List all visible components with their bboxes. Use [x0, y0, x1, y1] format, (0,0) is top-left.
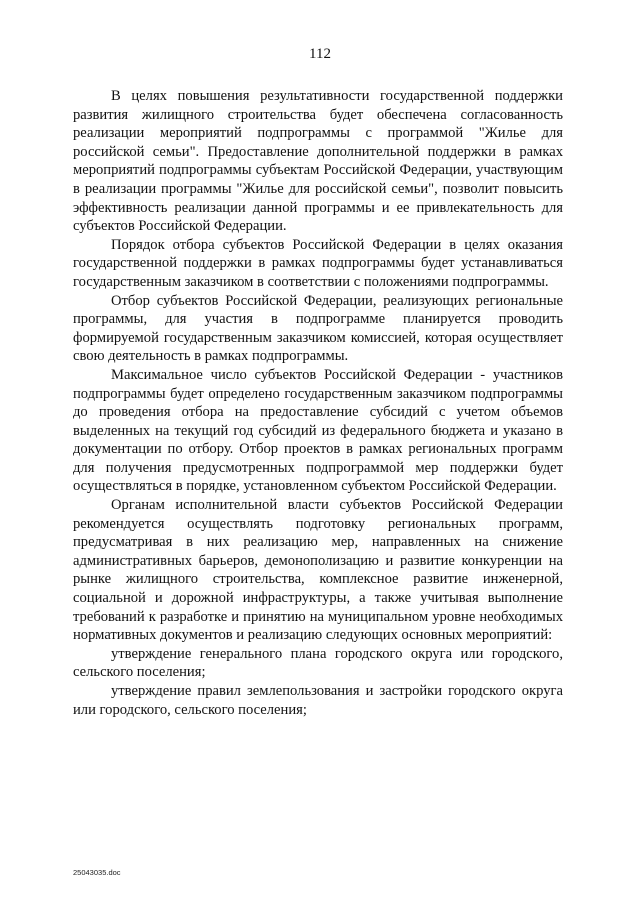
page-number: 112 — [309, 46, 331, 62]
paragraph-recommendations: Органам исполнительной власти субъектов Российской Федерации рекомендуется осуществлять подготовку региональных программ, предусматривая в них реализацию мер, направленных на снижение административных барьеров, демонополизацию и развитие конкуренции на рынке жилищного строительства, комплексное развитие инженерной, социальной и дорожной инфраструктуры, а также учитывая выполнение требований к разработке и принятию на муниципальном уровне необходимых нормативных документов и реализацию следующих основных мероприятий: — [73, 497, 563, 644]
paragraph-selection-commission: Отбор субъектов Российской Федерации, реализующих региональные программы, для участия в подпрограмме планируется проводить формируемой государственным заказчиком комиссией, которая осуществляет свою деятельность в рамках подпрограммы. — [73, 292, 563, 365]
paragraph-selection-procedure: Порядок отбора субъектов Российской Федерации в целях оказания государственной поддержки в рамках подпрограммы будет устанавливаться государственным заказчиком в соответствии с положениями подпрограммы. — [73, 236, 563, 290]
paragraph-coordination: В целях повышения результативности государственной поддержки развития жилищного строительства будет обеспечена согласованность реализации мероприятий подпрограммы с программой "Жилье для российской семьи". Предоставление дополнительной поддержки в рамках мероприятий подпрограммы субъектам Российской Федерации, участвующим в реализации программы "Жилье для российской семьи", позволит повысить эффективность реализации данной программы и ее привлекательность для субъектов Российской Федерации. — [73, 88, 563, 235]
footer-document-code: 25043035.doc — [73, 868, 121, 877]
list-item-general-plan: утверждение генерального плана городского округа или городского, сельского поселения; — [73, 645, 563, 681]
paragraph-max-participants: Максимальное число субъектов Российской Федерации - участников подпрограммы будет определено государственным заказчиком подпрограммы до проведения отбора на предоставление субсидий с учетом объемов выделенных на текущий год субсидий из федерального бюджета и указано в документации по отбору. Отбор проектов в рамках региональных программ для получения предусмотренных подпрограммой мер поддержки будет осуществляться в порядке, установленном субъектом Российской Федерации. — [73, 366, 563, 495]
list-item-land-use-rules: утверждение правил землепользования и застройки городского округа или городского, сельского поселения; — [73, 683, 563, 718]
document-body — [73, 87, 563, 719]
